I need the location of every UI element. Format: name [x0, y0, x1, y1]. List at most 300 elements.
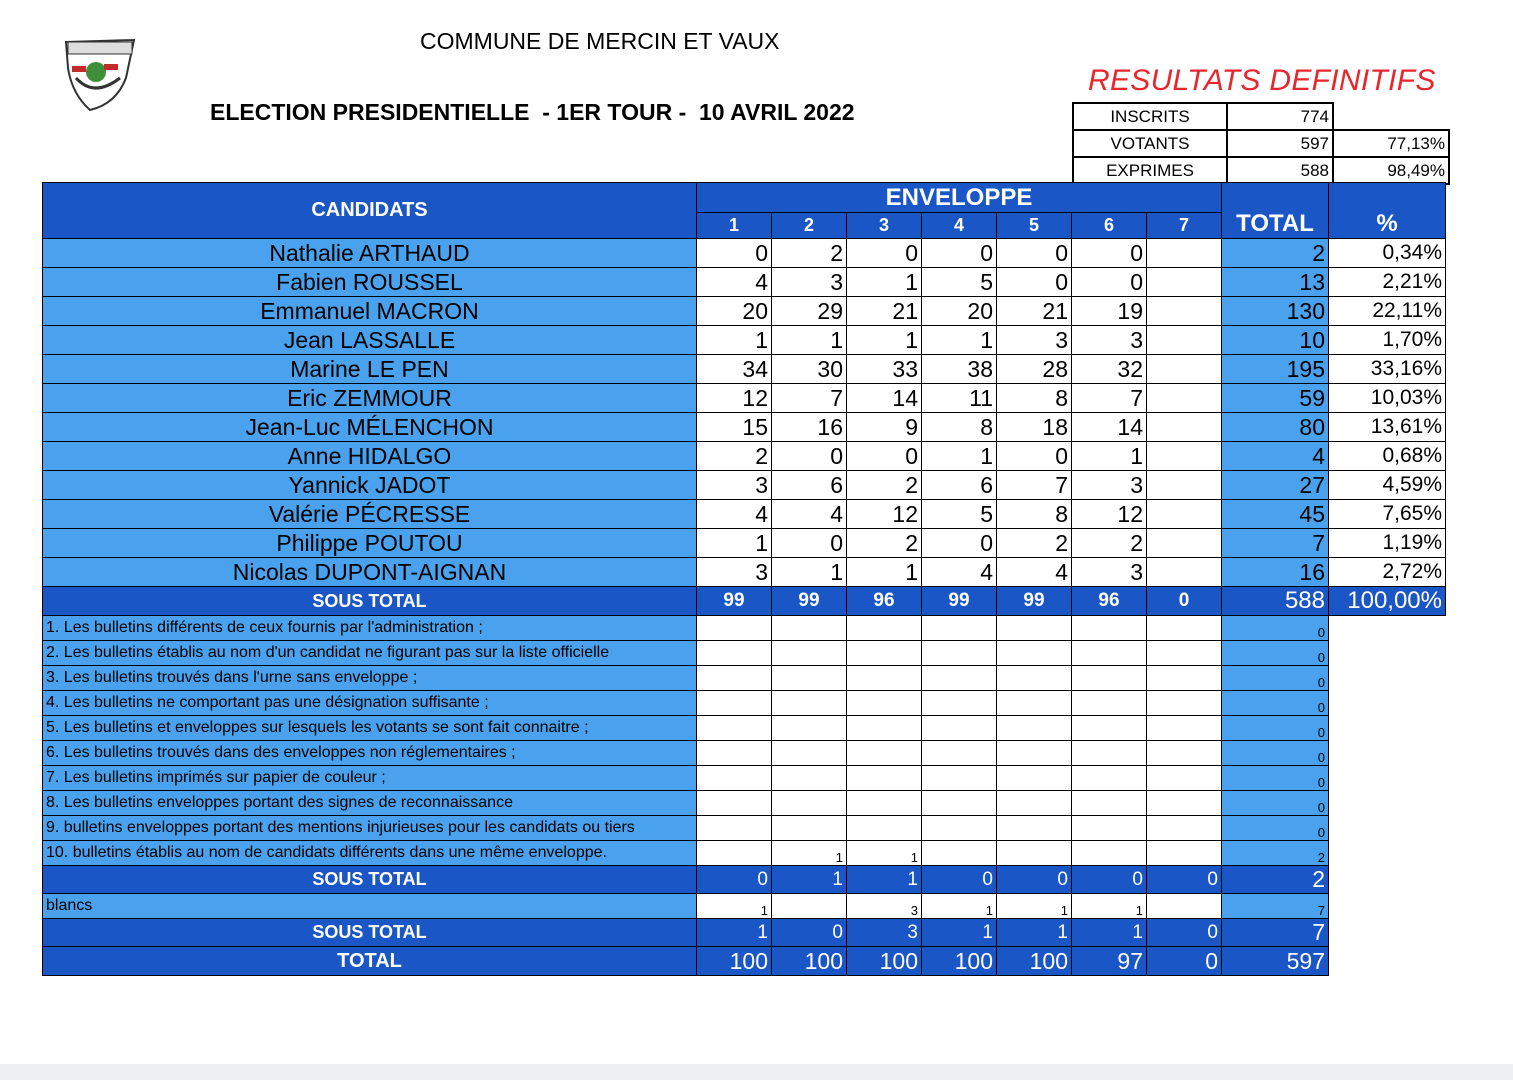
sous-total-total: 2 [1222, 866, 1329, 894]
invalid-ballot-label: 2. Les bulletins établis au nom d'un candidat ne figurant pas sur la liste officielle [43, 641, 697, 666]
enveloppe-cell: 9 [847, 413, 922, 442]
results-table-body [43, 183, 1446, 976]
sous-total-total: 7 [1222, 919, 1329, 947]
enveloppe-cell [772, 666, 847, 691]
enveloppe-cell [1072, 641, 1147, 666]
enveloppe-cell: 1 [922, 919, 997, 947]
header-col: 1 [697, 213, 772, 239]
stats-value: 597 [1227, 130, 1333, 157]
empty-cell [1329, 841, 1446, 866]
candidate-row [43, 326, 1446, 355]
enveloppe-cell: 33 [847, 355, 922, 384]
enveloppe-cell: 38 [922, 355, 997, 384]
enveloppe-cell: 1 [697, 529, 772, 558]
stats-row [1073, 103, 1449, 130]
candidate-total: 16 [1222, 558, 1329, 587]
enveloppe-cell [1072, 766, 1147, 791]
invalid-ballot-label: 8. Les bulletins enveloppes portant des signes de reconnaissance [43, 791, 697, 816]
enveloppe-cell: 1 [922, 326, 997, 355]
enveloppe-cell: 12 [1072, 500, 1147, 529]
candidate-pct: 10,03% [1329, 384, 1446, 413]
enveloppe-cell [772, 816, 847, 841]
enveloppe-cell [1147, 413, 1222, 442]
enveloppe-cell [697, 616, 772, 641]
invalid-ballot-total: 0 [1222, 691, 1329, 716]
empty-cell [1329, 691, 1446, 716]
candidate-pct: 0,34% [1329, 239, 1446, 268]
enveloppe-cell [922, 816, 997, 841]
candidate-total: 2 [1222, 239, 1329, 268]
candidate-name: Emmanuel MACRON [43, 297, 697, 326]
empty-cell [1329, 641, 1446, 666]
empty-cell [1329, 666, 1446, 691]
enveloppe-cell: 21 [847, 297, 922, 326]
enveloppe-cell [847, 816, 922, 841]
enveloppe-cell: 2 [847, 471, 922, 500]
candidate-total: 10 [1222, 326, 1329, 355]
invalid-ballot-label: 10. bulletins établis au nom de candidats différents dans une même enveloppe. [43, 841, 697, 866]
invalid-ballot-row [43, 766, 1446, 791]
enveloppe-cell [1147, 297, 1222, 326]
enveloppe-cell: 18 [997, 413, 1072, 442]
enveloppe-cell [1072, 666, 1147, 691]
candidate-total: 195 [1222, 355, 1329, 384]
enveloppe-cell [1147, 741, 1222, 766]
enveloppe-cell [697, 816, 772, 841]
candidate-pct: 33,16% [1329, 355, 1446, 384]
header-col: 2 [772, 213, 847, 239]
enveloppe-cell: 12 [697, 384, 772, 413]
enveloppe-cell: 1 [772, 326, 847, 355]
invalid-ballot-row [43, 616, 1446, 641]
invalid-ballot-total: 0 [1222, 666, 1329, 691]
enveloppe-cell: 1 [772, 866, 847, 894]
enveloppe-cell [922, 841, 997, 866]
header-col: 5 [997, 213, 1072, 239]
enveloppe-cell [772, 691, 847, 716]
candidate-total: 59 [1222, 384, 1329, 413]
enveloppe-cell [1147, 716, 1222, 741]
enveloppe-cell [697, 791, 772, 816]
enveloppe-cell: 1 [1072, 894, 1147, 919]
invalid-ballot-total: 0 [1222, 641, 1329, 666]
candidate-name: Philippe POUTOU [43, 529, 697, 558]
empty-cell [1329, 866, 1446, 894]
enveloppe-cell [922, 691, 997, 716]
enveloppe-cell [772, 616, 847, 641]
grand-total-row [43, 947, 1446, 976]
enveloppe-cell: 1 [697, 894, 772, 919]
enveloppe-cell [1147, 326, 1222, 355]
candidate-name: Nicolas DUPONT-AIGNAN [43, 558, 697, 587]
candidate-row [43, 500, 1446, 529]
candidate-total: 45 [1222, 500, 1329, 529]
election-title: ELECTION PRESIDENTIELLE - 1ER TOUR - 10 AVRIL 2022 [210, 99, 855, 125]
header-col: 4 [922, 213, 997, 239]
invalid-ballot-total: 0 [1222, 766, 1329, 791]
invalid-ballot-total: 0 [1222, 741, 1329, 766]
invalid-ballot-label: 6. Les bulletins trouvés dans des enveloppes non réglementaires ; [43, 741, 697, 766]
enveloppe-cell: 3 [697, 558, 772, 587]
stats-row [1073, 130, 1449, 157]
enveloppe-cell: 4 [772, 500, 847, 529]
enveloppe-cell: 99 [772, 587, 847, 616]
invalid-ballot-total: 0 [1222, 791, 1329, 816]
enveloppe-cell: 1 [847, 558, 922, 587]
enveloppe-cell: 19 [1072, 297, 1147, 326]
enveloppe-cell: 0 [1147, 866, 1222, 894]
enveloppe-cell: 0 [997, 442, 1072, 471]
enveloppe-cell: 1 [847, 841, 922, 866]
enveloppe-cell: 0 [1072, 268, 1147, 297]
sous-total-total: 588 [1222, 587, 1329, 616]
invalid-ballot-row [43, 666, 1446, 691]
enveloppe-cell [1147, 355, 1222, 384]
enveloppe-cell: 0 [697, 239, 772, 268]
enveloppe-cell: 14 [1072, 413, 1147, 442]
blancs-total: 7 [1222, 894, 1329, 919]
enveloppe-cell [1147, 641, 1222, 666]
enveloppe-cell: 4 [922, 558, 997, 587]
grand-total-label: TOTAL [43, 947, 697, 976]
invalid-ballot-label: 5. Les bulletins et enveloppes sur lesquels les votants se sont fait connaitre ; [43, 716, 697, 741]
invalid-ballot-label: 4. Les bulletins ne comportant pas une désignation suffisante ; [43, 691, 697, 716]
sous-total-blancs-row [43, 919, 1446, 947]
stats-pct: 98,49% [1333, 157, 1449, 184]
enveloppe-cell: 0 [997, 239, 1072, 268]
enveloppe-cell [1147, 471, 1222, 500]
enveloppe-cell [997, 816, 1072, 841]
stats-table [1072, 102, 1450, 185]
candidate-pct: 22,11% [1329, 297, 1446, 326]
enveloppe-cell [922, 791, 997, 816]
enveloppe-cell: 6 [772, 471, 847, 500]
results-table [42, 182, 1446, 976]
sous-total-label: SOUS TOTAL [43, 919, 697, 947]
enveloppe-cell: 5 [922, 500, 997, 529]
enveloppe-cell [1147, 894, 1222, 919]
enveloppe-cell: 3 [997, 326, 1072, 355]
enveloppe-cell: 0 [922, 529, 997, 558]
header-enveloppe: ENVELOPPE [697, 183, 1222, 213]
enveloppe-cell: 0 [997, 866, 1072, 894]
page-bottom-strip [0, 1064, 1513, 1080]
candidate-row [43, 384, 1446, 413]
enveloppe-cell: 0 [1147, 919, 1222, 947]
enveloppe-cell [922, 716, 997, 741]
enveloppe-cell: 0 [1147, 947, 1222, 976]
enveloppe-cell [1072, 716, 1147, 741]
enveloppe-cell [772, 791, 847, 816]
enveloppe-cell: 1 [997, 894, 1072, 919]
enveloppe-cell: 7 [997, 471, 1072, 500]
candidate-row [43, 471, 1446, 500]
enveloppe-cell: 4 [697, 268, 772, 297]
enveloppe-cell: 1 [1072, 919, 1147, 947]
invalid-ballot-row [43, 791, 1446, 816]
enveloppe-cell [847, 691, 922, 716]
enveloppe-cell: 3 [847, 919, 922, 947]
enveloppe-cell: 99 [997, 587, 1072, 616]
enveloppe-cell [697, 691, 772, 716]
stats-row [1073, 157, 1449, 184]
enveloppe-cell [1072, 791, 1147, 816]
empty-cell [1329, 716, 1446, 741]
enveloppe-cell [1072, 816, 1147, 841]
invalid-ballot-row [43, 841, 1446, 866]
enveloppe-cell [1072, 616, 1147, 641]
enveloppe-cell [1147, 442, 1222, 471]
enveloppe-cell [1147, 666, 1222, 691]
enveloppe-cell: 0 [922, 866, 997, 894]
candidate-row [43, 413, 1446, 442]
results-title: RESULTATS DEFINITIFS [1088, 64, 1436, 97]
candidate-name: Yannick JADOT [43, 471, 697, 500]
candidate-row [43, 297, 1446, 326]
invalid-ballot-label: 7. Les bulletins imprimés sur papier de couleur ; [43, 766, 697, 791]
invalid-ballot-label: 9. bulletins enveloppes portant des mentions injurieuses pour les candidats ou tiers [43, 816, 697, 841]
candidate-pct: 2,72% [1329, 558, 1446, 587]
candidate-row [43, 529, 1446, 558]
enveloppe-cell: 2 [997, 529, 1072, 558]
invalid-ballot-total: 0 [1222, 716, 1329, 741]
enveloppe-cell: 8 [997, 500, 1072, 529]
enveloppe-cell: 4 [997, 558, 1072, 587]
sous-total-row [43, 587, 1446, 616]
enveloppe-cell [1147, 558, 1222, 587]
enveloppe-cell: 1 [847, 866, 922, 894]
enveloppe-cell: 99 [697, 587, 772, 616]
enveloppe-cell [697, 741, 772, 766]
candidate-total: 7 [1222, 529, 1329, 558]
enveloppe-cell: 1 [997, 919, 1072, 947]
enveloppe-cell: 1 [697, 326, 772, 355]
enveloppe-cell: 0 [772, 919, 847, 947]
candidate-row [43, 268, 1446, 297]
enveloppe-cell: 12 [847, 500, 922, 529]
candidate-name: Jean LASSALLE [43, 326, 697, 355]
header-col: 7 [1147, 213, 1222, 239]
enveloppe-cell: 16 [772, 413, 847, 442]
candidate-pct: 1,70% [1329, 326, 1446, 355]
enveloppe-cell: 2 [1072, 529, 1147, 558]
enveloppe-cell [1147, 616, 1222, 641]
enveloppe-cell: 15 [697, 413, 772, 442]
header-candidats: CANDIDATS [43, 183, 697, 239]
enveloppe-cell: 2 [697, 442, 772, 471]
candidate-pct: 13,61% [1329, 413, 1446, 442]
enveloppe-cell [847, 641, 922, 666]
enveloppe-cell [847, 741, 922, 766]
enveloppe-cell: 1 [772, 558, 847, 587]
enveloppe-cell: 21 [997, 297, 1072, 326]
candidate-total: 13 [1222, 268, 1329, 297]
enveloppe-cell [847, 616, 922, 641]
candidate-name: Valérie PÉCRESSE [43, 500, 697, 529]
enveloppe-cell [847, 666, 922, 691]
enveloppe-cell: 3 [1072, 471, 1147, 500]
enveloppe-cell: 1 [1072, 442, 1147, 471]
enveloppe-cell [1147, 500, 1222, 529]
enveloppe-cell: 8 [997, 384, 1072, 413]
candidate-row [43, 355, 1446, 384]
enveloppe-cell [697, 841, 772, 866]
enveloppe-cell: 0 [697, 866, 772, 894]
enveloppe-cell: 0 [922, 239, 997, 268]
enveloppe-cell: 0 [847, 442, 922, 471]
enveloppe-cell: 7 [772, 384, 847, 413]
enveloppe-cell [697, 716, 772, 741]
candidate-total: 130 [1222, 297, 1329, 326]
enveloppe-cell [922, 616, 997, 641]
candidate-total: 80 [1222, 413, 1329, 442]
grand-total-total: 597 [1222, 947, 1329, 976]
stats-value: 588 [1227, 157, 1333, 184]
enveloppe-cell: 100 [847, 947, 922, 976]
header-row [43, 183, 1446, 213]
enveloppe-cell: 0 [1147, 587, 1222, 616]
empty-cell [1329, 947, 1446, 976]
candidate-total: 4 [1222, 442, 1329, 471]
enveloppe-cell [772, 741, 847, 766]
enveloppe-cell: 28 [997, 355, 1072, 384]
candidate-total: 27 [1222, 471, 1329, 500]
enveloppe-cell [997, 716, 1072, 741]
enveloppe-cell: 1 [847, 326, 922, 355]
enveloppe-cell [997, 766, 1072, 791]
enveloppe-cell: 14 [847, 384, 922, 413]
invalid-ballot-total: 2 [1222, 841, 1329, 866]
enveloppe-cell [772, 716, 847, 741]
enveloppe-cell [1072, 741, 1147, 766]
enveloppe-cell: 1 [922, 442, 997, 471]
candidate-name: Anne HIDALGO [43, 442, 697, 471]
enveloppe-cell: 96 [847, 587, 922, 616]
invalid-ballot-row [43, 816, 1446, 841]
blancs-label: blancs [43, 894, 697, 919]
invalid-ballot-label: 3. Les bulletins trouvés dans l'urne sans enveloppe ; [43, 666, 697, 691]
enveloppe-cell: 8 [922, 413, 997, 442]
enveloppe-cell [1147, 529, 1222, 558]
candidate-name: Nathalie ARTHAUD [43, 239, 697, 268]
enveloppe-cell: 32 [1072, 355, 1147, 384]
invalid-ballot-row [43, 641, 1446, 666]
enveloppe-cell [922, 666, 997, 691]
enveloppe-cell: 96 [1072, 587, 1147, 616]
enveloppe-cell: 3 [697, 471, 772, 500]
sous-total-label: SOUS TOTAL [43, 866, 697, 894]
header-col: 6 [1072, 213, 1147, 239]
enveloppe-cell: 0 [1072, 866, 1147, 894]
enveloppe-cell [1147, 691, 1222, 716]
empty-cell [1329, 894, 1446, 919]
enveloppe-cell [1147, 816, 1222, 841]
empty-cell [1329, 791, 1446, 816]
candidate-name: Marine LE PEN [43, 355, 697, 384]
candidate-pct: 4,59% [1329, 471, 1446, 500]
empty-cell [1329, 616, 1446, 641]
commune-logo [64, 38, 136, 112]
enveloppe-cell: 30 [772, 355, 847, 384]
invalid-ballot-row [43, 741, 1446, 766]
enveloppe-cell [1072, 841, 1147, 866]
enveloppe-cell: 0 [847, 239, 922, 268]
enveloppe-cell [697, 766, 772, 791]
enveloppe-cell [922, 741, 997, 766]
enveloppe-cell: 1 [922, 894, 997, 919]
enveloppe-cell: 3 [847, 894, 922, 919]
stats-label: INSCRITS [1073, 103, 1227, 130]
enveloppe-cell [997, 791, 1072, 816]
blancs-row [43, 894, 1446, 919]
enveloppe-cell: 0 [772, 442, 847, 471]
candidate-pct: 0,68% [1329, 442, 1446, 471]
stats-pct [1333, 103, 1449, 130]
enveloppe-cell [997, 616, 1072, 641]
enveloppe-cell: 20 [697, 297, 772, 326]
candidate-name: Jean-Luc MÉLENCHON [43, 413, 697, 442]
enveloppe-cell: 4 [697, 500, 772, 529]
header-total: TOTAL [1222, 183, 1329, 239]
stats-label: VOTANTS [1073, 130, 1227, 157]
enveloppe-cell [1147, 791, 1222, 816]
enveloppe-cell [997, 691, 1072, 716]
enveloppe-cell [847, 716, 922, 741]
sous-total-nuls-row [43, 866, 1446, 894]
enveloppe-cell: 6 [922, 471, 997, 500]
empty-cell [1329, 816, 1446, 841]
enveloppe-cell [772, 641, 847, 666]
enveloppe-cell: 97 [1072, 947, 1147, 976]
enveloppe-cell [772, 766, 847, 791]
enveloppe-cell: 100 [922, 947, 997, 976]
header-pct: % [1329, 183, 1446, 239]
candidate-name: Fabien ROUSSEL [43, 268, 697, 297]
enveloppe-cell: 100 [697, 947, 772, 976]
enveloppe-cell: 1 [697, 919, 772, 947]
enveloppe-cell [847, 766, 922, 791]
enveloppe-cell [1072, 691, 1147, 716]
enveloppe-cell [697, 666, 772, 691]
candidate-pct: 2,21% [1329, 268, 1446, 297]
enveloppe-cell: 11 [922, 384, 997, 413]
enveloppe-cell [1147, 841, 1222, 866]
enveloppe-cell: 2 [772, 239, 847, 268]
enveloppe-cell [1147, 384, 1222, 413]
enveloppe-cell [922, 766, 997, 791]
stats-value: 774 [1227, 103, 1333, 130]
enveloppe-cell: 99 [922, 587, 997, 616]
header-col: 3 [847, 213, 922, 239]
enveloppe-cell: 0 [1072, 239, 1147, 268]
enveloppe-cell: 5 [922, 268, 997, 297]
empty-cell [1329, 919, 1446, 947]
enveloppe-cell: 0 [997, 268, 1072, 297]
commune-title: COMMUNE DE MERCIN ET VAUX [420, 28, 780, 54]
candidate-name: Eric ZEMMOUR [43, 384, 697, 413]
enveloppe-cell: 1 [772, 841, 847, 866]
candidate-row [43, 239, 1446, 268]
enveloppe-cell: 29 [772, 297, 847, 326]
enveloppe-cell [997, 641, 1072, 666]
invalid-ballot-total: 0 [1222, 816, 1329, 841]
invalid-ballot-row [43, 716, 1446, 741]
empty-cell [1329, 766, 1446, 791]
candidate-row [43, 558, 1446, 587]
stats-pct: 77,13% [1333, 130, 1449, 157]
candidate-pct: 7,65% [1329, 500, 1446, 529]
enveloppe-cell [922, 641, 997, 666]
